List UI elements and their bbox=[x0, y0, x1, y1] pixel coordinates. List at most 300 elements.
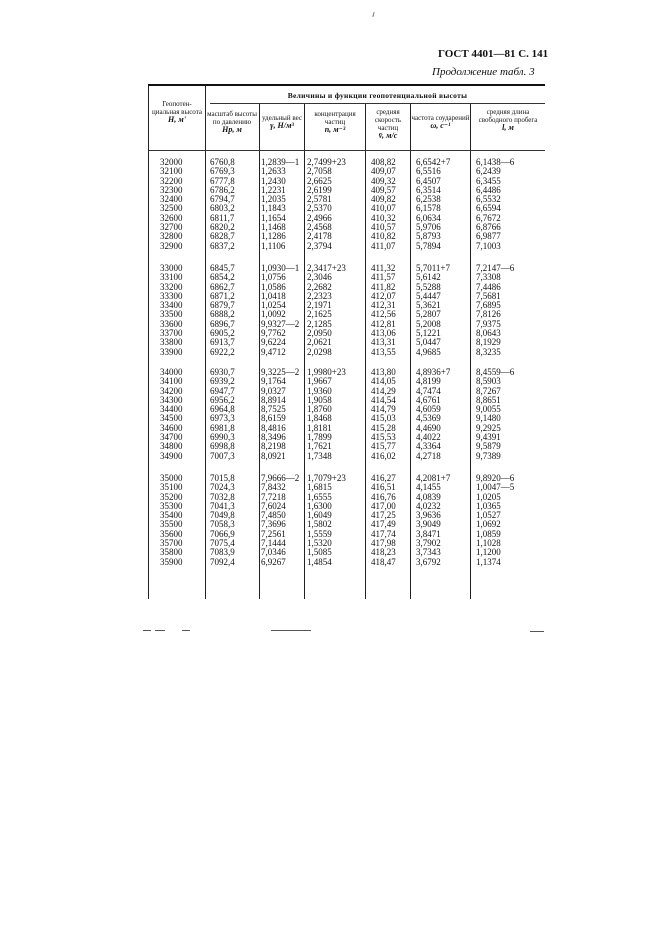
table-cell: 33000 bbox=[160, 263, 183, 273]
table-cell: 1,5320 bbox=[307, 538, 332, 549]
table-cell: 6981,8 bbox=[210, 422, 235, 433]
table-cell: 414,05 bbox=[371, 376, 396, 387]
table-cell: 1,1843 bbox=[261, 203, 286, 214]
table-cell: 9,4391 bbox=[476, 432, 501, 443]
table-cell: 5,2807 bbox=[416, 309, 441, 320]
table-cell: 32000 bbox=[160, 157, 183, 167]
column-label: масштаб высоты по давлению bbox=[207, 110, 257, 126]
table-cell: 1,5559 bbox=[307, 528, 332, 539]
table-cell: 1,5085 bbox=[307, 547, 332, 558]
table-cell: 6845,7 bbox=[210, 263, 235, 273]
table-cell: 2,4568 bbox=[307, 222, 332, 233]
table-cell: 6,2538 bbox=[416, 194, 441, 205]
table-cell: 9,7389 bbox=[476, 450, 501, 461]
table-cell: 415,53 bbox=[371, 432, 396, 443]
table-cell: 6777,8 bbox=[210, 175, 235, 186]
table-cell: 7,1003 bbox=[476, 240, 501, 251]
footer-mark bbox=[143, 630, 151, 631]
table-cell: 9,3225—2 bbox=[261, 367, 300, 377]
table-cell: 410,07 bbox=[371, 203, 396, 214]
table-cell: 7,1444 bbox=[261, 538, 286, 549]
table-cell: 34600 bbox=[160, 422, 183, 433]
table-cell: 412,07 bbox=[371, 290, 396, 301]
table-cell: 8,7267 bbox=[476, 385, 501, 396]
table-cell: 6786,2 bbox=[210, 184, 235, 195]
table-cell: 3,7343 bbox=[416, 547, 441, 558]
table-cell: 35000 bbox=[160, 473, 183, 483]
table-cell: 1,9058 bbox=[307, 394, 332, 405]
table-cell: 5,9706 bbox=[416, 222, 441, 233]
table-cell: 6930,7 bbox=[210, 367, 235, 377]
table-cell: 35800 bbox=[160, 547, 183, 558]
table-cell: 2,1625 bbox=[307, 309, 332, 320]
table-cell: 6828,7 bbox=[210, 231, 235, 242]
table-cell: 416,02 bbox=[371, 450, 396, 461]
table-cell: 5,0447 bbox=[416, 337, 441, 348]
table-cell: 8,8914 bbox=[261, 394, 286, 405]
column-header-scale-height bbox=[206, 110, 258, 134]
table-cell: 32500 bbox=[160, 203, 183, 214]
table-cell: 32700 bbox=[160, 222, 183, 233]
table-cell: 7,9375 bbox=[476, 318, 501, 329]
table-cell: 4,6059 bbox=[416, 404, 441, 415]
table-cell: 6820,2 bbox=[210, 222, 235, 233]
table-cell: 2,3794 bbox=[307, 240, 332, 251]
table-cell: 3,7902 bbox=[416, 538, 441, 549]
table-cell: 6,1578 bbox=[416, 203, 441, 214]
table-cell: 35700 bbox=[160, 538, 183, 549]
table-cell: 6,6542+7 bbox=[416, 157, 451, 167]
footer-mark bbox=[155, 630, 165, 631]
table-cell: 9,1480 bbox=[476, 413, 501, 424]
table-cell: 410,32 bbox=[371, 212, 396, 223]
table-cell: 7,4486 bbox=[476, 281, 501, 292]
table-cell: 6,4507 bbox=[416, 175, 441, 186]
column-header-geopotential-height bbox=[150, 100, 204, 124]
column-symbol: v̄, м/с bbox=[378, 131, 398, 140]
table-cell: 34900 bbox=[160, 450, 183, 461]
column-symbol: γ, Н/м³ bbox=[270, 121, 294, 130]
column-symbol: n, м⁻³ bbox=[324, 125, 346, 134]
table-cell: 7,8432 bbox=[261, 482, 286, 493]
table-cell: 6,3455 bbox=[476, 175, 501, 186]
table-cell: 32800 bbox=[160, 231, 183, 242]
table-cell: 415,03 bbox=[371, 413, 396, 424]
table-cell: 7,2561 bbox=[261, 528, 286, 539]
table-cell: 414,54 bbox=[371, 394, 396, 405]
table-cell: 6973,3 bbox=[210, 413, 235, 424]
column-header-specific-weight bbox=[260, 114, 304, 130]
table-cell: 1,0692 bbox=[476, 519, 501, 530]
table-cell: 9,1764 bbox=[261, 376, 286, 387]
table-cell: 2,1285 bbox=[307, 318, 332, 329]
table-cell: 412,31 bbox=[371, 300, 396, 311]
table-cell: 5,3621 bbox=[416, 300, 441, 311]
column-symbol: H, м' bbox=[168, 115, 186, 124]
table-cell: 32400 bbox=[160, 194, 183, 205]
table-cell: 7066,9 bbox=[210, 528, 235, 539]
table-cell: 1,4854 bbox=[307, 556, 332, 567]
table-cell: 1,1286 bbox=[261, 231, 286, 242]
table-cell: 6803,2 bbox=[210, 203, 235, 214]
column-symbol: Hp, м bbox=[222, 125, 242, 134]
table-cell: 34100 bbox=[160, 376, 183, 387]
table-cell: 5,1221 bbox=[416, 328, 441, 339]
table-cell: 7007,3 bbox=[210, 450, 235, 461]
table-cell: 2,7499+23 bbox=[307, 157, 346, 167]
table-cell: 8,4816 bbox=[261, 422, 286, 433]
table-cell: 34400 bbox=[160, 404, 183, 415]
table-cell: 1,9667 bbox=[307, 376, 332, 387]
table-cell: 411,57 bbox=[371, 272, 396, 283]
table-cell: 1,0756 bbox=[261, 272, 286, 283]
table-cell: 1,1374 bbox=[476, 556, 501, 567]
table-cell: 33400 bbox=[160, 300, 183, 311]
table-cell: 408,82 bbox=[371, 157, 396, 167]
table-cell: 1,0859 bbox=[476, 528, 501, 539]
table-cell: 2,6199 bbox=[307, 184, 332, 195]
table-cell: 7,6024 bbox=[261, 500, 286, 511]
table-cell: 410,82 bbox=[371, 231, 396, 242]
table-cell: 2,4178 bbox=[307, 231, 332, 242]
table-cell: 1,0418 bbox=[261, 290, 286, 301]
table-cell: 6,0634 bbox=[416, 212, 441, 223]
table-cell: 2,0298 bbox=[307, 346, 332, 357]
column-label: концентрация частиц bbox=[314, 110, 356, 126]
footer-mark bbox=[530, 631, 544, 632]
column-header-mean-free-path bbox=[471, 108, 545, 132]
table-cell: 4,7474 bbox=[416, 385, 441, 396]
table-cell: 413,55 bbox=[371, 346, 396, 357]
table-cell: 9,2925 bbox=[476, 422, 501, 433]
table-cell: 33900 bbox=[160, 346, 183, 357]
table-cell: 34800 bbox=[160, 441, 183, 452]
table-cell: 1,7079+23 bbox=[307, 473, 346, 483]
table-cell: 2,5781 bbox=[307, 194, 332, 205]
table-cell: 409,07 bbox=[371, 166, 396, 177]
table-cell: 33100 bbox=[160, 272, 183, 283]
table-cell: 6998,8 bbox=[210, 441, 235, 452]
table-cell: 1,8468 bbox=[307, 413, 332, 424]
table-cell: 34500 bbox=[160, 413, 183, 424]
table-cell: 6871,2 bbox=[210, 290, 235, 301]
table-cell: 1,1468 bbox=[261, 222, 286, 233]
table-cell: 34300 bbox=[160, 394, 183, 405]
table-cell: 7049,8 bbox=[210, 510, 235, 521]
table-cell: 9,8920—6 bbox=[476, 473, 515, 483]
column-label: средняя скорость частиц bbox=[374, 108, 402, 132]
table-cell: 7058,3 bbox=[210, 519, 235, 530]
table-cell: 35400 bbox=[160, 510, 183, 521]
table-cell: 9,7762 bbox=[261, 328, 286, 339]
column-header-collision-frequency bbox=[411, 114, 470, 130]
table-cell: 413,06 bbox=[371, 328, 396, 339]
table-cell: 1,6049 bbox=[307, 510, 332, 521]
table-cell: 418,47 bbox=[371, 556, 396, 567]
table-cell: 409,57 bbox=[371, 184, 396, 195]
table-cell: 417,49 bbox=[371, 519, 396, 530]
table-cell: 2,6625 bbox=[307, 175, 332, 186]
table-cell: 4,0839 bbox=[416, 491, 441, 502]
table-cell: 6,7672 bbox=[476, 212, 501, 223]
table-cell: 7024,3 bbox=[210, 482, 235, 493]
table-cell: 4,1455 bbox=[416, 482, 441, 493]
table-cell: 2,1971 bbox=[307, 300, 332, 311]
table-cell: 7032,8 bbox=[210, 491, 235, 502]
table-cell: 411,82 bbox=[371, 281, 396, 292]
table-cell: 1,0527 bbox=[476, 510, 501, 521]
table-cell: 32300 bbox=[160, 184, 183, 195]
table-cell: 2,2682 bbox=[307, 281, 332, 292]
table-cell: 1,7899 bbox=[307, 432, 332, 443]
table-cell: 8,1929 bbox=[476, 337, 501, 348]
standard-page-header: ГОСТ 4401—81 С. 141 bbox=[438, 48, 549, 60]
table-cell: 8,6159 bbox=[261, 413, 286, 424]
table-cell: 1,7348 bbox=[307, 450, 332, 461]
table-cell: 1,1028 bbox=[476, 538, 501, 549]
table-cell: 6,2439 bbox=[476, 166, 501, 177]
table-cell: 2,0621 bbox=[307, 337, 332, 348]
table-cell: 9,4712 bbox=[261, 346, 286, 357]
table-cell: 34000 bbox=[160, 367, 183, 377]
table-cell: 416,76 bbox=[371, 491, 396, 502]
table-cell: 8,0643 bbox=[476, 328, 501, 339]
table-cell: 4,4690 bbox=[416, 422, 441, 433]
table-cell: 9,5879 bbox=[476, 441, 501, 452]
table-cell: 7,4850 bbox=[261, 510, 286, 521]
table-cell: 6,1438—6 bbox=[476, 157, 515, 167]
table-cell: 7041,3 bbox=[210, 500, 235, 511]
table-cell: 6888,2 bbox=[210, 309, 235, 320]
table-cell: 417,00 bbox=[371, 500, 396, 511]
table-cell: 6947,7 bbox=[210, 385, 235, 396]
table-cell: 7083,9 bbox=[210, 547, 235, 558]
table-cell: 35500 bbox=[160, 519, 183, 530]
table-cell: 9,9327—2 bbox=[261, 318, 300, 329]
table-cell: 414,29 bbox=[371, 385, 396, 396]
table-cell: 35900 bbox=[160, 556, 183, 567]
column-label: удельный вес bbox=[261, 114, 302, 122]
table-cell: 8,7525 bbox=[261, 404, 286, 415]
table-cell: 2,0950 bbox=[307, 328, 332, 339]
table-cell: 1,1106 bbox=[261, 240, 286, 251]
table-cell: 7092,4 bbox=[210, 556, 235, 567]
table-cell: 1,8181 bbox=[307, 422, 332, 433]
table-cell: 412,56 bbox=[371, 309, 396, 320]
table-cell: 34200 bbox=[160, 385, 183, 396]
table-cell: 409,82 bbox=[371, 194, 396, 205]
table-cell: 35300 bbox=[160, 500, 183, 511]
table-cell: 8,2198 bbox=[261, 441, 286, 452]
table-cell: 416,51 bbox=[371, 482, 396, 493]
table-cell: 1,9980+23 bbox=[307, 367, 346, 377]
table-cell: 411,07 bbox=[371, 240, 396, 251]
table-cell: 7,3696 bbox=[261, 519, 286, 530]
table-cell: 7,3308 bbox=[476, 272, 501, 283]
table-cell: 1,0365 bbox=[476, 500, 501, 511]
table-cell: 4,6761 bbox=[416, 394, 441, 405]
table-cell: 2,2323 bbox=[307, 290, 332, 301]
table-cell: 6862,7 bbox=[210, 281, 235, 292]
table-cell: 34700 bbox=[160, 432, 183, 443]
table-cell: 32600 bbox=[160, 212, 183, 223]
table-cell: 2,7058 bbox=[307, 166, 332, 177]
table-cell: 6,5516 bbox=[416, 166, 441, 177]
table-cell: 413,31 bbox=[371, 337, 396, 348]
column-label: частота соударений bbox=[411, 114, 470, 122]
table-top-rule bbox=[148, 84, 545, 86]
table-cell: 8,8651 bbox=[476, 394, 501, 405]
table-cell: 6,8766 bbox=[476, 222, 501, 233]
table-cell: 6913,7 bbox=[210, 337, 235, 348]
table-cell: 1,6555 bbox=[307, 491, 332, 502]
column-symbol: ω, с⁻¹ bbox=[430, 121, 451, 130]
table-cell: 1,2633 bbox=[261, 166, 286, 177]
table-cell: 1,0092 bbox=[261, 309, 286, 320]
table-cell: 33700 bbox=[160, 328, 183, 339]
table-cell: 1,5802 bbox=[307, 519, 332, 530]
table-cell: 7075,4 bbox=[210, 538, 235, 549]
table-cell: 6,4486 bbox=[476, 184, 501, 195]
table-cell: 7,5681 bbox=[476, 290, 501, 301]
table-cell: 3,8471 bbox=[416, 528, 441, 539]
table-cell: 33300 bbox=[160, 290, 183, 301]
table-cell: 4,5369 bbox=[416, 413, 441, 424]
table-cell: 4,0232 bbox=[416, 500, 441, 511]
table-cell: 6811,7 bbox=[210, 212, 235, 223]
row-group bbox=[148, 368, 545, 461]
table-cell: 7,2147—6 bbox=[476, 263, 515, 273]
table-cell: 33600 bbox=[160, 318, 183, 329]
table-cell: 32200 bbox=[160, 175, 183, 186]
table-cell: 4,2081+7 bbox=[416, 473, 451, 483]
table-cell: 5,4447 bbox=[416, 290, 441, 301]
group-header: Величины и функции геопотенциальной высоты bbox=[287, 91, 468, 100]
table-cell: 5,7011+7 bbox=[416, 263, 450, 273]
column-header-mean-velocity bbox=[366, 108, 410, 140]
table-cell: 1,0254 bbox=[261, 300, 286, 311]
table-cell: 6,3514 bbox=[416, 184, 441, 195]
table-cell: 6905,2 bbox=[210, 328, 235, 339]
table-cell: 1,0586 bbox=[261, 281, 286, 292]
table-cell: 2,4966 bbox=[307, 212, 332, 223]
table-cell: 1,0205 bbox=[476, 491, 501, 502]
table-cell: 417,98 bbox=[371, 538, 396, 549]
table-cell: 6,9877 bbox=[476, 231, 501, 242]
table-cell: 1,2839—1 bbox=[261, 157, 300, 167]
table-cell: 1,2035 bbox=[261, 194, 286, 205]
table-row bbox=[148, 242, 545, 251]
table-cell: 8,3235 bbox=[476, 346, 501, 357]
table-cell: 6879,7 bbox=[210, 300, 235, 311]
column-symbol: l, м bbox=[502, 123, 514, 132]
table-cell: 8,3496 bbox=[261, 432, 286, 443]
table-cell: 1,7621 bbox=[307, 441, 332, 452]
column-header-particle-concentration bbox=[305, 110, 365, 134]
table-cell: 1,8760 bbox=[307, 404, 332, 415]
table-cell: 6854,2 bbox=[210, 272, 235, 283]
table-cell: 6760,8 bbox=[210, 157, 235, 167]
table-cell: 1,2231 bbox=[261, 184, 286, 195]
table-cell: 5,2008 bbox=[416, 318, 441, 329]
table-cell: 6922,2 bbox=[210, 346, 235, 357]
table-cell: 6,6594 bbox=[476, 203, 501, 214]
table-cell: 3,9049 bbox=[416, 519, 441, 530]
table-cell: 1,0930—1 bbox=[261, 263, 300, 273]
table-cell: 1,6815 bbox=[307, 482, 332, 493]
table-cell: 1,1654 bbox=[261, 212, 286, 223]
footer-rule bbox=[271, 630, 311, 631]
table-cell: 4,8199 bbox=[416, 376, 441, 387]
table-cell: 33500 bbox=[160, 309, 183, 320]
table-cell: 415,28 bbox=[371, 422, 396, 433]
table-cell: 5,6142 bbox=[416, 272, 441, 283]
header-bottom-rule bbox=[148, 150, 545, 151]
table-cell: 3,6792 bbox=[416, 556, 441, 567]
table-cell: 2,3046 bbox=[307, 272, 332, 283]
table-cell: 1,2430 bbox=[261, 175, 286, 186]
table-cell: 4,8936+7 bbox=[416, 367, 451, 377]
table-cell: 418,23 bbox=[371, 547, 396, 558]
table-cell: 6,5532 bbox=[476, 194, 501, 205]
table-cell: 35100 bbox=[160, 482, 183, 493]
table-cell: 6990,3 bbox=[210, 432, 235, 443]
table-cell: 1,0047—5 bbox=[476, 482, 515, 493]
table-cell: 7,0346 bbox=[261, 547, 286, 558]
table-cell: 6,9267 bbox=[261, 556, 286, 567]
table-cell: 5,8793 bbox=[416, 231, 441, 242]
table-cell: 7,8126 bbox=[476, 309, 501, 320]
table-cell: 8,4559—6 bbox=[476, 367, 515, 377]
row-group bbox=[148, 474, 545, 567]
table-cell: 1,9360 bbox=[307, 385, 332, 396]
table-cell: 6964,8 bbox=[210, 404, 235, 415]
table-cell: 4,3364 bbox=[416, 441, 441, 452]
table-cell: 411,32 bbox=[371, 263, 396, 273]
table-cell: 7,7218 bbox=[261, 491, 286, 502]
table-cell: 33200 bbox=[160, 281, 183, 292]
table-cell: 4,9685 bbox=[416, 346, 441, 357]
scan-speck bbox=[372, 12, 374, 17]
table-cell: 32900 bbox=[160, 240, 183, 251]
table-cell: 3,9636 bbox=[416, 510, 441, 521]
table-cell: 5,5288 bbox=[416, 281, 441, 292]
group-header-rule bbox=[210, 103, 545, 104]
table-cell: 2,5370 bbox=[307, 203, 332, 214]
table-cell: 413,80 bbox=[371, 367, 396, 377]
table-cell: 6837,2 bbox=[210, 240, 235, 251]
column-label: Геопотен-циальная высота bbox=[152, 100, 202, 116]
table-cell: 414,79 bbox=[371, 404, 396, 415]
table-cell: 415,77 bbox=[371, 441, 396, 452]
table-cell: 35600 bbox=[160, 528, 183, 539]
table-row bbox=[148, 348, 545, 357]
table-cell: 9,0327 bbox=[261, 385, 286, 396]
table-cell: 8,0921 bbox=[261, 450, 286, 461]
table-cell: 9,0055 bbox=[476, 404, 501, 415]
table-cell: 417,25 bbox=[371, 510, 396, 521]
table-cell: 2,3417+23 bbox=[307, 263, 346, 273]
table-cell: 4,2718 bbox=[416, 450, 441, 461]
table-cell: 410,57 bbox=[371, 222, 396, 233]
table-cell: 6794,7 bbox=[210, 194, 235, 205]
table-cell: 6939,2 bbox=[210, 376, 235, 387]
table-cell: 6956,2 bbox=[210, 394, 235, 405]
table-cell: 5,7894 bbox=[416, 240, 441, 251]
table-cell: 8,5903 bbox=[476, 376, 501, 387]
table-cell: 6896,7 bbox=[210, 318, 235, 329]
footer-mark bbox=[182, 630, 190, 631]
